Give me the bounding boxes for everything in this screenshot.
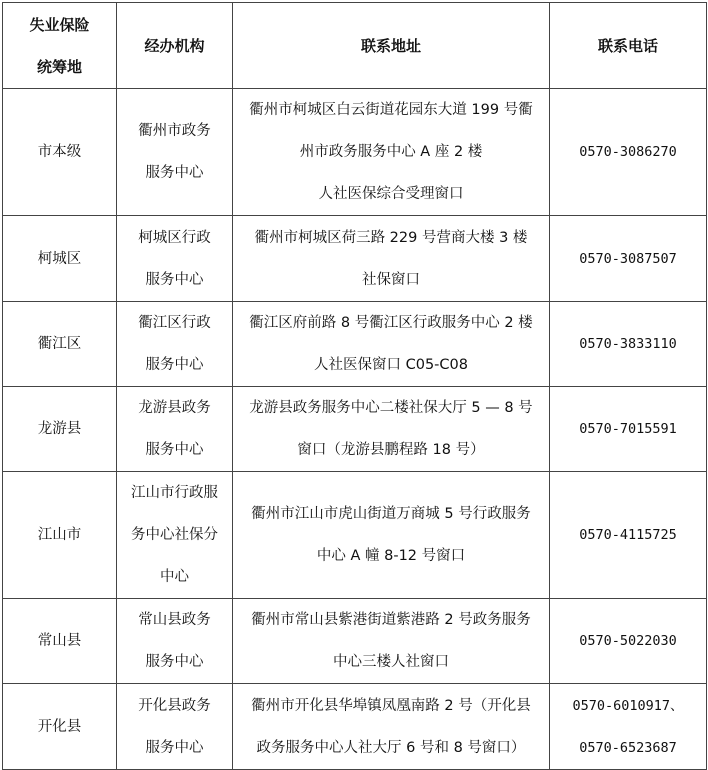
unemployment-insurance-office-table — [2, 2, 707, 770]
header-row — [3, 3, 707, 89]
address-cell: 龙游县政务服务中心二楼社保大厅 5 — 8 号 窗口（龙游县鹏程路 18 号） — [233, 387, 550, 472]
table-row — [3, 472, 707, 599]
address-cell: 衢江区府前路 8 号衢江区行政服务中心 2 楼 人社医保窗口 C05-C08 — [233, 302, 550, 387]
address-cell: 衢州市江山市虎山街道万商城 5 号行政服务 中心 A 幢 8-12 号窗口 — [233, 472, 550, 599]
phone-cell: 0570-3087507 — [550, 216, 707, 302]
region-cell: 衢江区 — [3, 302, 117, 387]
region-cell: 常山县 — [3, 599, 117, 684]
address-cell: 衢州市柯城区荷三路 229 号营商大楼 3 楼 社保窗口 — [233, 216, 550, 302]
table-row — [3, 387, 707, 472]
address-cell: 衢州市开化县华埠镇凤凰南路 2 号（开化县 政务服务中心人社大厅 6 号和 8 号窗口） — [233, 684, 550, 770]
phone-cell: 0570-7015591 — [550, 387, 707, 472]
agency-cell: 衢州市政务 服务中心 — [117, 89, 233, 216]
region-cell: 江山市 — [3, 472, 117, 599]
agency-cell: 江山市行政服 务中心社保分 中心 — [117, 472, 233, 599]
region-cell: 龙游县 — [3, 387, 117, 472]
phone-cell: 0570-3086270 — [550, 89, 707, 216]
header-address: 联系地址 — [233, 3, 550, 89]
region-cell: 柯城区 — [3, 216, 117, 302]
phone-cell: 0570-3833110 — [550, 302, 707, 387]
address-cell: 衢州市柯城区白云街道花园东大道 199 号衢 州市政务服务中心 A 座 2 楼 人社医保综合受理窗口 — [233, 89, 550, 216]
agency-cell: 龙游县政务 服务中心 — [117, 387, 233, 472]
table-row — [3, 89, 707, 216]
header-phone: 联系电话 — [550, 3, 707, 89]
address-cell: 衢州市常山县紫港街道紫港路 2 号政务服务 中心三楼人社窗口 — [233, 599, 550, 684]
phone-cell: 0570-5022030 — [550, 599, 707, 684]
header-region: 失业保险 统筹地 — [3, 3, 117, 89]
phone-cell: 0570-6010917、 0570-6523687 — [550, 684, 707, 770]
table-row — [3, 302, 707, 387]
table-row — [3, 599, 707, 684]
region-cell: 市本级 — [3, 89, 117, 216]
table-row — [3, 216, 707, 302]
agency-cell: 柯城区行政 服务中心 — [117, 216, 233, 302]
agency-cell: 衢江区行政 服务中心 — [117, 302, 233, 387]
agency-cell: 常山县政务 服务中心 — [117, 599, 233, 684]
agency-cell: 开化县政务 服务中心 — [117, 684, 233, 770]
region-cell: 开化县 — [3, 684, 117, 770]
phone-cell: 0570-4115725 — [550, 472, 707, 599]
header-agency: 经办机构 — [117, 3, 233, 89]
table-row — [3, 684, 707, 770]
